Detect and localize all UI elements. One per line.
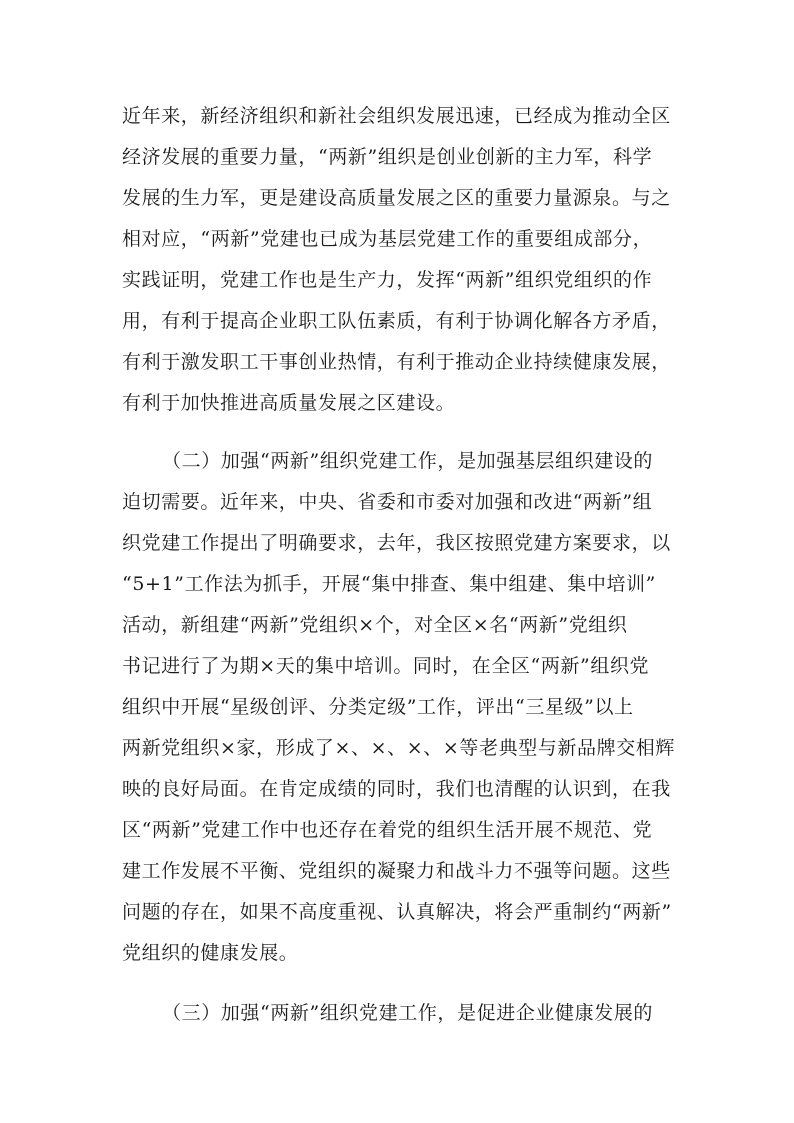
text-line: 问题的存在，如果不高度重视、认真解决，将会严重制约“两新” bbox=[122, 901, 672, 923]
text-line: 建工作发展不平衡、党组织的凝聚力和战斗力不强等问题。这些 bbox=[122, 860, 671, 882]
text-line: 组织中开展“星级创评、分类定级”工作，评出“三星级”以上 bbox=[122, 696, 634, 718]
text-line: 两新党组织×家，形成了×、×、×、×等老典型与新品牌交相辉 bbox=[122, 737, 676, 759]
text-line: 活动，新组建“两新”党组织×个，对全区×名“两新”党组织 bbox=[122, 614, 628, 636]
paragraph-heading-3: （三）加强“两新”组织党建工作，是促进企业健康发展的 bbox=[162, 1002, 654, 1024]
text-line: 发展的生力军，更是建设高质量发展之区的重要力量源泉。与之 bbox=[122, 187, 671, 209]
text-line: 织党建工作提出了明确要求，去年，我区按照党建方案要求，以 bbox=[122, 532, 671, 554]
text-line: 相对应，“两新”党建也已成为基层党建工作的重要组成部分， bbox=[122, 228, 653, 250]
text-line: “5+1”工作法为抓手，开展“集中排查、集中组建、集中培训” bbox=[122, 573, 656, 595]
paragraph-heading-2: （二）加强“两新”组织党建工作，是加强基层组织建设的 bbox=[162, 450, 654, 472]
text-line: 书记进行了为期×天的集中培训。同时，在全区“两新”组织党 bbox=[122, 655, 650, 677]
text-line: 近年来，新经济组织和新社会组织发展迅速，已经成为推动全区 bbox=[122, 105, 671, 127]
text-line: 实践证明，党建工作也是生产力，发挥“两新”组织党组织的作 bbox=[122, 269, 653, 291]
text-line: 党组织的健康发展。 bbox=[122, 942, 299, 964]
text-line: 迫切需要。近年来，中央、省委和市委对加强和改进“两新”组 bbox=[122, 491, 653, 513]
text-line: 映的良好局面。在肯定成绩的同时，我们也清醒的认识到，在我 bbox=[122, 778, 671, 800]
text-line: 有利于加快推进高质量发展之区建设。 bbox=[122, 392, 456, 414]
text-line: 有利于激发职工干事创业热情，有利于推动企业持续健康发展， bbox=[122, 351, 671, 373]
text-line: 用，有利于提高企业职工队伍素质，有利于协调化解各方矛盾， bbox=[122, 310, 671, 332]
text-line: 经济发展的重要力量，“两新”组织是创业创新的主力军，科学 bbox=[122, 146, 653, 168]
text-line: 区“两新”党建工作中也还存在着党的组织生活开展不规范、党 bbox=[122, 819, 653, 841]
